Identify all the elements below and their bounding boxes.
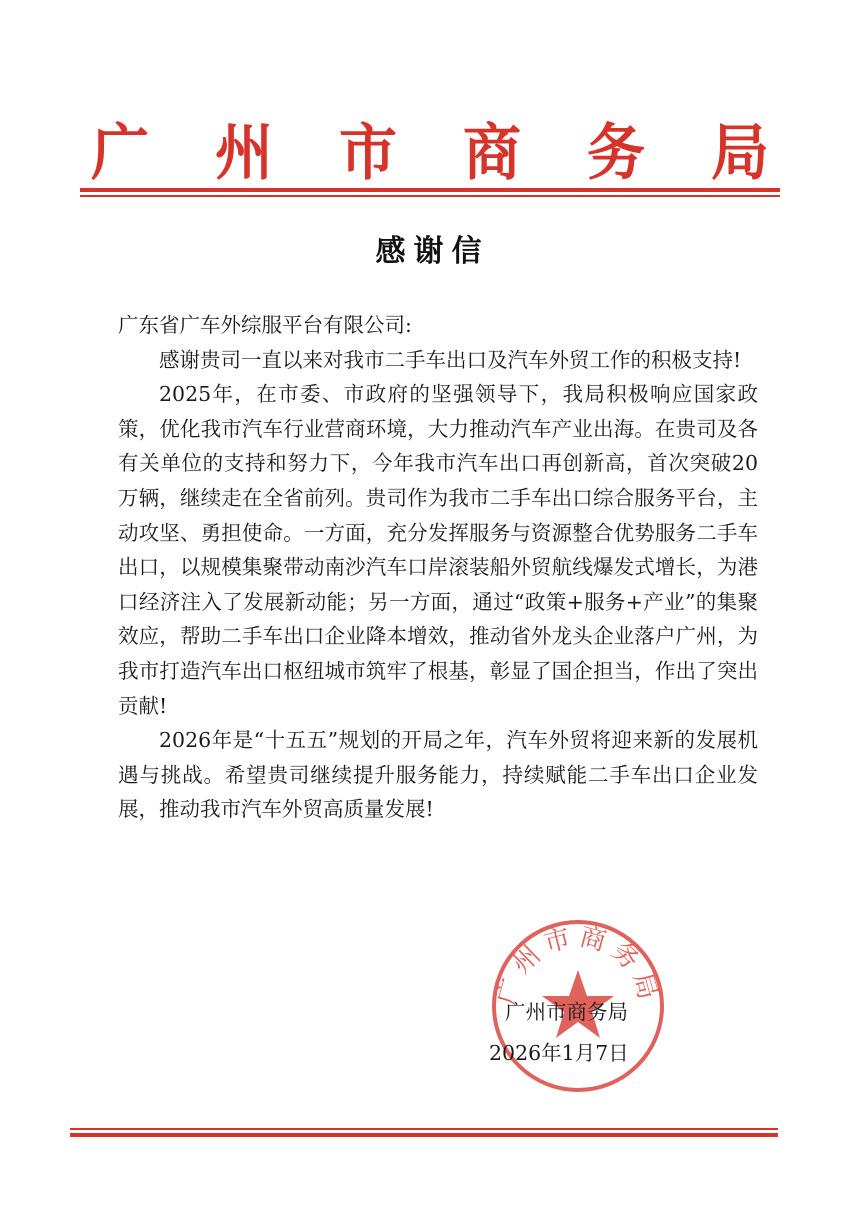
- letterhead-char: 州: [214, 116, 273, 188]
- svg-text:广州市商务局: 广州市商务局: [491, 921, 665, 1009]
- salutation: 广东省广车外综服平台有限公司:: [118, 313, 412, 337]
- paragraph: 2026年是“十五五”规划的开局之年，汽车外贸将迎来新的发展机遇与挑战。希望贵司继续提升服务能力，持续赋能二手车出口企业发展，推动我市汽车外贸高质量发展!: [118, 728, 758, 822]
- paragraph: 2025年，在市委、市政府的坚强领导下，我局积极响应国家政策，优化我市汽车行业营商环境，大力推动汽车产业出海。在贵司及各有关单位的支持和努力下，今年我市汽车出口再创新高，首次突破20万辆，继续走在全省前列。贵司作为我市二手车出口综合服务平台，主动攻坚、勇担使命。一方面，充分发挥服务与资源整合优势服务二手车出口，以规模集聚带动南沙汽车口岸滚装船外贸航线爆发式增长，为港口经济注入了发展新动能；另一方面，通过“政策+服务+产业”的集聚效应，帮助二手车出口企业降本增效，推动省外龙头企业落户广州，为我市打造汽车出口枢纽城市筑牢了根基，彰显了国企担当，作出了突出贡献!: [118, 382, 758, 718]
- letterhead-divider-thick: [80, 188, 780, 192]
- letterhead-char: 广: [90, 116, 149, 188]
- letterhead-char: 局: [710, 116, 769, 188]
- footer-divider-thin: [70, 1128, 778, 1130]
- letterhead-char: 商: [462, 116, 521, 188]
- letterhead-title: [80, 112, 780, 188]
- signature-date: 2026年1月7日: [489, 1041, 629, 1065]
- letterhead-divider-thin: [80, 195, 780, 197]
- letterhead-char: 市: [338, 116, 397, 188]
- letter-title: 感谢信: [375, 234, 490, 269]
- letter-body: [118, 308, 758, 827]
- signature-organization: 广州市商务局: [505, 1000, 628, 1024]
- letterhead-char: 务: [586, 116, 645, 188]
- footer-divider-thick: [70, 1133, 778, 1137]
- paragraph: 感谢贵司一直以来对我市二手车出口及汽车外贸工作的积极支持!: [159, 347, 742, 372]
